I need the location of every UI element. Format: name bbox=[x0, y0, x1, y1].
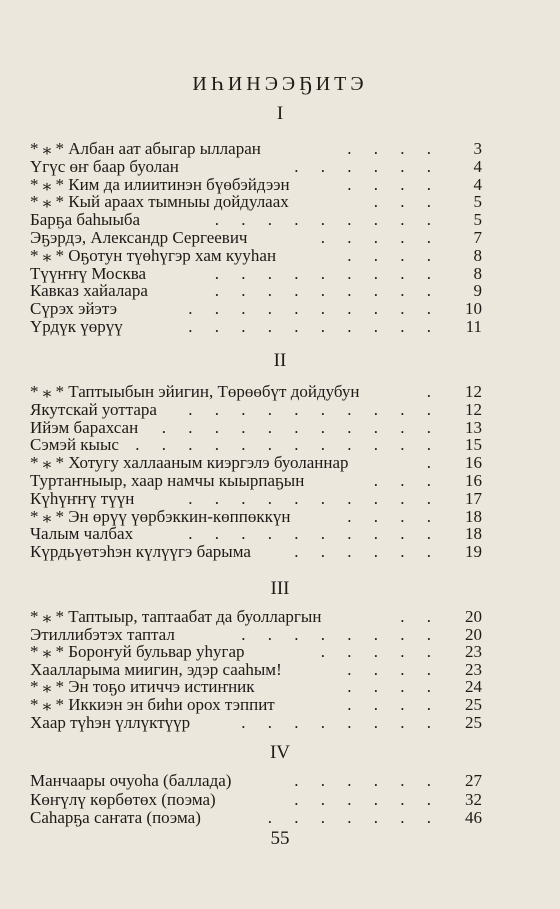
toc-leader-dots: . . . bbox=[373, 192, 440, 212]
toc-entry-page: 25 bbox=[465, 695, 482, 714]
toc-entry-page: 3 bbox=[473, 139, 482, 158]
toc-entry-page: 32 bbox=[465, 789, 482, 809]
page-title: ИҺИНЭЭҔИТЭ bbox=[192, 73, 368, 95]
toc-leader-dots: . . . . . . . . . bbox=[214, 281, 440, 301]
toc-entry bbox=[30, 453, 480, 472]
toc-entry-title: Кавказ хайалара bbox=[30, 281, 148, 301]
toc-entry bbox=[30, 524, 480, 543]
toc-entry bbox=[30, 382, 480, 401]
toc-entry-page: 46 bbox=[465, 808, 482, 828]
toc-entry-title: Сэмэй кыыс bbox=[30, 435, 119, 455]
toc-entry bbox=[30, 317, 480, 336]
toc-entry bbox=[30, 281, 480, 300]
toc-leader-dots: . . . . bbox=[347, 695, 440, 714]
toc-entry-title: Манчаары очуоһа (баллада) bbox=[30, 771, 232, 790]
toc-entry bbox=[30, 660, 480, 679]
toc-entry-page: 11 bbox=[465, 317, 482, 336]
toc-entry-title: Саһарҕа саҥата (поэма) bbox=[30, 808, 201, 828]
section-heading-2: II bbox=[273, 350, 287, 371]
toc-entry-title: * ⁎ * Ким да илиитинэн бүөбэйдээн bbox=[30, 174, 290, 194]
toc-entry bbox=[30, 790, 480, 809]
toc-entry bbox=[30, 228, 480, 247]
toc-entry-title: * ⁎ * Эн тоҕо итиччэ истиҥник bbox=[30, 677, 255, 697]
toc-entry-title: * ⁎ * Оҕотун түөһүгэр хам кууһан bbox=[30, 245, 277, 265]
toc-entry-title: Түүҥҥү Москва bbox=[30, 263, 147, 283]
toc-entry bbox=[30, 507, 480, 526]
toc-entry-title: Чалым чалбах bbox=[30, 524, 134, 544]
toc-entry-page: 19 bbox=[465, 542, 482, 562]
toc-entry-title: Эҕэрдэ, Александр Сергеевич bbox=[30, 228, 248, 247]
toc-leader-dots: . . . . . . . . bbox=[241, 712, 440, 732]
toc-leader-dots: . . . . . . bbox=[294, 542, 440, 562]
toc-entry-page: 27 bbox=[465, 771, 482, 790]
toc-entry-page: 17 bbox=[465, 488, 482, 508]
toc-entry bbox=[30, 175, 480, 194]
toc-leader-dots: . . . . bbox=[347, 245, 440, 265]
toc-entry-page: 18 bbox=[465, 524, 482, 544]
toc-leader-dots: . . . bbox=[373, 471, 440, 490]
toc-entry-page: 15 bbox=[465, 435, 482, 455]
toc-entry-title: * ⁎ * Бороҥуй бульвар уһугар bbox=[30, 642, 245, 662]
toc-entry bbox=[30, 157, 480, 176]
toc-leader-dots: . . . . . bbox=[320, 642, 440, 662]
toc-leader-dots: . . . . . . . . . . . . bbox=[135, 435, 440, 455]
toc-entry bbox=[30, 625, 480, 644]
toc-entry-page: 16 bbox=[465, 453, 482, 473]
toc-entry-title: Ийэм барахсан bbox=[30, 417, 139, 437]
toc-entry-title: Туртаҥныыр, хаар намчы кыырпаҕын bbox=[30, 471, 305, 490]
toc-entry bbox=[30, 299, 480, 318]
toc-leader-dots: . . . . bbox=[347, 139, 440, 158]
toc-entry-title: Күрдьүөтэһэн күлүүгэ барыма bbox=[30, 542, 251, 562]
toc-leader-dots: . . . . . . . . . . bbox=[188, 524, 440, 544]
toc-leader-dots: . . . . bbox=[347, 174, 440, 194]
toc-entry-page: 23 bbox=[465, 659, 482, 679]
page-number: 55 bbox=[270, 828, 290, 849]
toc-leader-dots: . . . . . . . . bbox=[241, 624, 440, 644]
toc-entry-title: Көҥүлү көрбөтөх (поэма) bbox=[30, 789, 216, 809]
toc-entry-title: Үгүс өҥ баар буолан bbox=[30, 156, 179, 176]
toc-entry-page: 7 bbox=[473, 228, 482, 247]
toc-entry-title: * ⁎ * Таптыыр, таптаабат да буолларгын bbox=[30, 607, 322, 626]
toc-entry-page: 23 bbox=[465, 642, 482, 662]
toc-entry-title: Хаалларыма миигин, эдэр сааһым! bbox=[30, 659, 282, 679]
toc-leader-dots: . . . . . . . . . bbox=[214, 210, 440, 230]
toc-entry-title: Барҕа баһыыба bbox=[30, 210, 141, 230]
toc-leader-dots: . . . . . . bbox=[294, 156, 440, 176]
toc-entry-page: 25 bbox=[465, 712, 482, 732]
toc-entry bbox=[30, 642, 480, 661]
toc-entry-title: Хаар түһэн үллүктүүр bbox=[30, 712, 191, 732]
toc-entry-page: 18 bbox=[465, 506, 482, 526]
toc-entry-page: 4 bbox=[473, 156, 482, 176]
toc-entry bbox=[30, 400, 480, 419]
toc-entry-page: 24 bbox=[465, 677, 482, 697]
toc-entry-page: 8 bbox=[473, 245, 482, 265]
toc-leader-dots: . . . . . . . . . . . bbox=[161, 417, 440, 437]
toc-entry bbox=[30, 695, 480, 714]
toc-entry bbox=[30, 808, 480, 827]
toc-leader-dots: . . . . . bbox=[320, 228, 440, 247]
toc-leader-dots: . . . . . . . . . bbox=[214, 263, 440, 283]
toc-entry-title: * ⁎ * Иккиэн эн биһи орох тэппит bbox=[30, 695, 275, 714]
toc-leader-dots: . . . . . . . . . . bbox=[188, 399, 440, 419]
toc-entry bbox=[30, 607, 480, 626]
toc-entry bbox=[30, 489, 480, 508]
toc-leader-dots: . bbox=[426, 453, 440, 473]
toc-entry-page: 20 bbox=[465, 624, 482, 644]
toc-entry bbox=[30, 435, 480, 454]
toc-entry-page: 20 bbox=[465, 607, 482, 626]
toc-leader-dots: . . . . . . bbox=[294, 789, 440, 809]
toc-entry-title: Этиллибэтэх таптал bbox=[30, 624, 175, 644]
toc-entry bbox=[30, 210, 480, 229]
toc-entry-title: * ⁎ * Хотугу халлааным киэргэлэ буоланнар bbox=[30, 453, 349, 473]
section-heading-3: III bbox=[270, 578, 290, 599]
toc-entry bbox=[30, 677, 480, 696]
toc-entry-title: * ⁎ * Кый араах тымныы дойдулаах bbox=[30, 192, 289, 212]
toc-leader-dots: . . . . . . bbox=[294, 771, 440, 790]
toc-entry bbox=[30, 139, 480, 158]
toc-entry-page: 4 bbox=[473, 174, 482, 194]
toc-entry-page: 9 bbox=[473, 281, 482, 301]
toc-entry-title: * ⁎ * Албан аат абыгар ылларан bbox=[30, 139, 261, 158]
toc-leader-dots: . . . . . . . . . . bbox=[188, 317, 440, 336]
section-heading-4: IV bbox=[269, 742, 291, 763]
toc-entry-title: Якутскай уоттара bbox=[30, 399, 157, 419]
toc-entry bbox=[30, 771, 480, 790]
toc-leader-dots: . bbox=[426, 382, 440, 401]
toc-entry-page: 12 bbox=[465, 399, 482, 419]
toc-entry-page: 5 bbox=[473, 192, 482, 212]
toc-entry-title: Күһүҥҥү түүн bbox=[30, 488, 135, 508]
toc-leader-dots: . . . . bbox=[347, 659, 440, 679]
toc-entry bbox=[30, 192, 480, 211]
section-heading-1: I bbox=[276, 103, 284, 124]
toc-entry-page: 12 bbox=[465, 382, 482, 401]
toc-entry-page: 13 bbox=[465, 417, 482, 437]
toc-leader-dots: . . . . bbox=[347, 677, 440, 697]
toc-entry-title: Сүрэх эйэтэ bbox=[30, 299, 117, 319]
toc-entry bbox=[30, 418, 480, 437]
toc-entry-page: 8 bbox=[473, 263, 482, 283]
toc-entry-title: Үрдүк үөрүү bbox=[30, 317, 123, 336]
toc-entry bbox=[30, 264, 480, 283]
toc-entry bbox=[30, 246, 480, 265]
toc-entry bbox=[30, 713, 480, 732]
toc-leader-dots: . . . . . . . . . . bbox=[188, 299, 440, 319]
toc-entry-page: 5 bbox=[473, 210, 482, 230]
toc-entry bbox=[30, 542, 480, 561]
toc-leader-dots: . . . . . . . . . . bbox=[188, 488, 440, 508]
toc-entry-page: 10 bbox=[465, 299, 482, 319]
toc-leader-dots: . . bbox=[400, 607, 440, 626]
toc-entry-page: 16 bbox=[465, 471, 482, 490]
toc-leader-dots: . . . . bbox=[347, 506, 440, 526]
toc-leader-dots: . . . . . . . bbox=[267, 808, 440, 828]
toc-entry-title: * ⁎ * Таптыыбын эйигин, Төрөөбүт дойдубун bbox=[30, 382, 360, 401]
toc-entry bbox=[30, 471, 480, 490]
toc-entry-title: * ⁎ * Эн өрүү үөрбэккин-көппөккүн bbox=[30, 506, 291, 526]
